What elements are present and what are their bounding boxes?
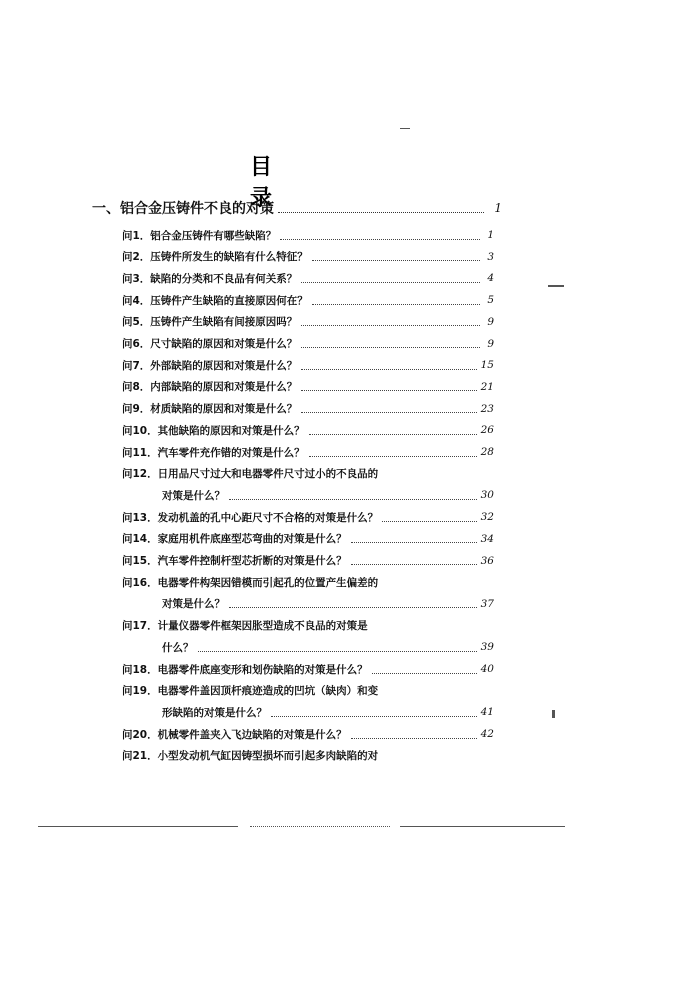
entry-label: 问10．其他缺陷的原因和对策是什么？ [122, 424, 305, 437]
toc-entry [122, 225, 494, 245]
dot-leader [309, 426, 477, 435]
dot-leader [351, 556, 477, 565]
entry-page-number: 23 [480, 402, 494, 415]
entry-label: 问16．电器零件构架因错模而引起孔的位置产生偏差的 [122, 576, 379, 589]
dot-leader [312, 296, 480, 305]
toc-entry [122, 507, 494, 527]
toc-entry-continuation [162, 637, 494, 657]
dot-leader [271, 708, 477, 717]
toc-entry [122, 442, 494, 462]
toc-entry [122, 290, 494, 310]
entry-label: 问6．尺寸缺陷的原因和对策是什么？ [122, 338, 298, 350]
dot-leader [301, 382, 476, 391]
scan-speck [548, 285, 564, 287]
entry-page-number: 37 [480, 597, 494, 610]
bottom-rule [38, 826, 238, 827]
section-label: 一、铝合金压铸件不良的对策 [92, 201, 274, 217]
entry-page-number: 28 [480, 446, 494, 458]
toc-entry [122, 529, 494, 549]
toc-entry [122, 420, 494, 440]
dot-leader [351, 730, 477, 739]
toc-entry [122, 312, 494, 332]
entry-page-number: 1 [487, 229, 494, 241]
toc-entry [122, 746, 494, 766]
entry-label: 问18．电器零件底座变形和划伤缺陷的对策是什么？ [122, 663, 368, 676]
entry-page-number: 15 [480, 359, 494, 372]
toc-entry [122, 616, 494, 636]
toc-entry [122, 724, 494, 744]
dot-leader [278, 203, 484, 213]
dot-leader [309, 448, 477, 457]
toc-entry [122, 268, 494, 288]
entry-continuation-label: 对策是什么？ [162, 489, 225, 502]
page-title: 目 录 [250, 154, 303, 211]
entry-label: 问12．日用品尺寸过大和电器零件尺寸过小的不良品的 [122, 468, 379, 481]
toc-entry [122, 551, 494, 571]
dot-leader [229, 599, 477, 608]
entry-label: 问8．内部缺陷的原因和对策是什么？ [122, 381, 298, 394]
toc-entry [122, 572, 494, 592]
entry-page-number: 32 [480, 511, 494, 524]
dot-leader [301, 404, 476, 413]
dot-leader [301, 274, 480, 283]
dot-leader [312, 252, 480, 261]
entry-page-number: 4 [487, 272, 494, 285]
entry-page-number: 9 [487, 337, 494, 350]
entry-label: 问2．压铸件所发生的缺陷有什么特征？ [122, 251, 308, 264]
entry-label: 问13．发动机盖的孔中心距尺寸不合格的对策是什么？ [122, 511, 379, 524]
entry-page-number: 5 [487, 294, 494, 307]
entry-label: 问21．小型发动机气缸因铸型损坏而引起多肉缺陷的对 [122, 750, 379, 763]
entry-label: 问1．铝合金压铸件有哪些缺陷？ [122, 229, 277, 242]
toc-entry [122, 334, 494, 354]
bottom-rule [400, 826, 565, 827]
entry-page-number: 3 [487, 250, 494, 263]
toc-entry [122, 377, 494, 397]
scan-speck [400, 128, 410, 129]
toc-entry-continuation [162, 485, 494, 505]
entry-label: 问14．家庭用机件底座型芯弯曲的对策是什么？ [122, 533, 347, 546]
toc-entry [122, 399, 494, 419]
entry-continuation-label: 对策是什么？ [162, 598, 225, 611]
dot-leader [301, 361, 476, 370]
bottom-rule [250, 826, 390, 827]
toc-entry-continuation [162, 594, 494, 614]
entry-continuation-label: 什么？ [162, 641, 194, 654]
entry-page-number: 26 [480, 424, 494, 437]
entry-label: 问15．汽车零件控制杆型芯折断的对策是什么？ [122, 555, 347, 567]
dot-leader [372, 665, 477, 674]
dot-leader [382, 513, 477, 522]
toc-section-heading [92, 197, 502, 219]
entry-label: 问11．汽车零件充作错的对策是什么？ [122, 446, 305, 459]
entry-page-number: 42 [480, 728, 494, 741]
section-page-number: 1 [494, 201, 502, 215]
entry-label: 问4．压铸件产生缺陷的直接原因何在？ [122, 294, 308, 307]
toc-entry-continuation [162, 702, 494, 722]
dot-leader [301, 317, 480, 326]
scan-speck [552, 710, 555, 718]
entry-page-number: 36 [480, 554, 494, 567]
entry-label: 问3．缺陷的分类和不良品有何关系？ [122, 272, 298, 285]
dot-leader [301, 339, 480, 348]
toc-entry [122, 681, 494, 701]
entry-label: 问17．计量仪器零件框架因胀型造成不良品的对策是 [122, 620, 368, 633]
entry-label: 问19．电器零件盖因顶杆痕迹造成的凹坑（缺肉）和变 [122, 685, 379, 698]
entry-label: 问5．压铸件产生缺陷有间接原因吗？ [122, 316, 298, 329]
toc-entry [122, 355, 494, 375]
entry-page-number: 34 [480, 532, 494, 545]
entry-page-number: 39 [480, 641, 494, 654]
dot-leader [198, 643, 477, 652]
dot-leader [229, 491, 477, 500]
toc-entry [122, 659, 494, 679]
entry-continuation-label: 形缺陷的对策是什么？ [162, 706, 267, 719]
entry-page-number: 30 [480, 489, 494, 502]
toc-entry [122, 464, 494, 484]
entry-label: 问9．材质缺陷的原因和对策是什么？ [122, 403, 298, 416]
entry-label: 问7．外部缺陷的原因和对策是什么？ [122, 359, 298, 372]
entry-label: 问20．机械零件盖夹入飞边缺陷的对策是什么？ [122, 728, 347, 741]
dot-leader [351, 534, 477, 543]
toc-entry [122, 247, 494, 267]
entry-page-number: 41 [480, 706, 494, 719]
dot-leader [280, 231, 480, 240]
entry-page-number: 21 [480, 380, 494, 393]
entry-page-number: 40 [480, 663, 494, 675]
entry-page-number: 9 [487, 315, 494, 328]
